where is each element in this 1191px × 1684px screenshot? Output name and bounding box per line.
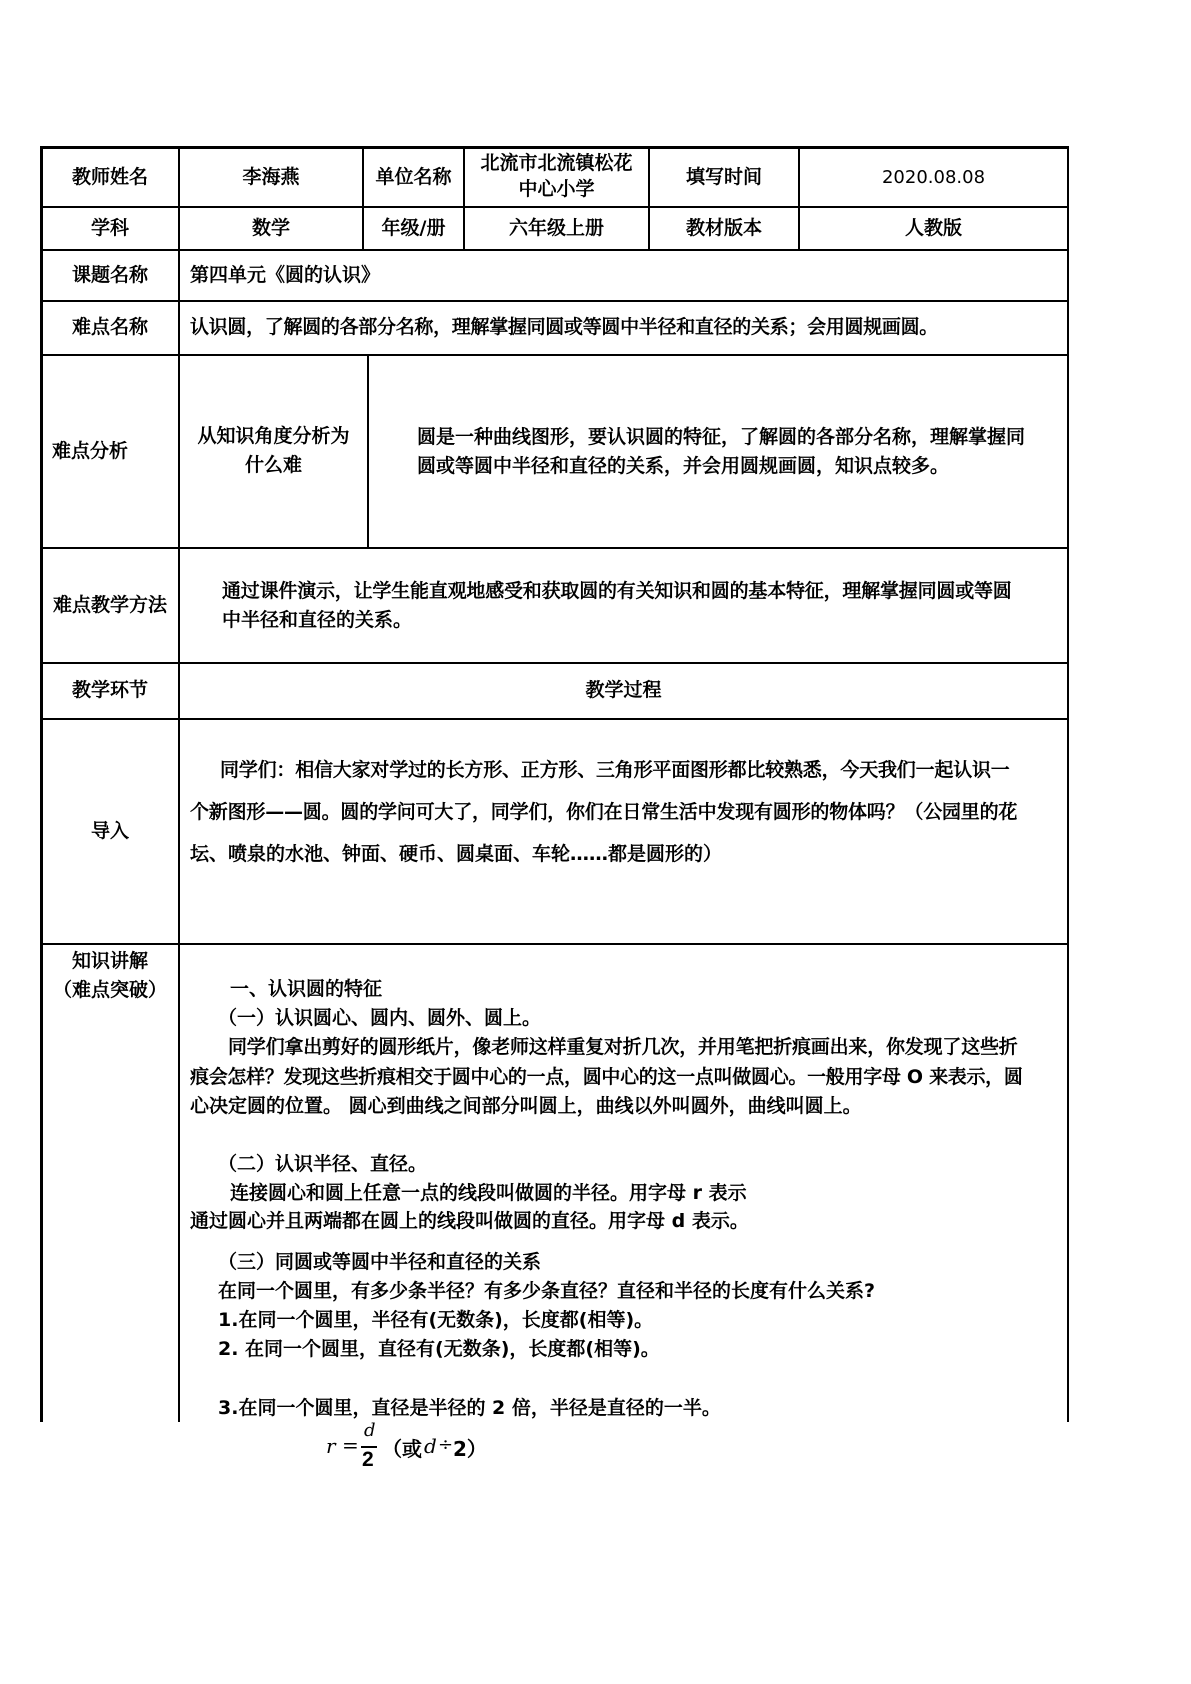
section-title: 一、认识圆的特征 xyxy=(230,978,383,1000)
textbook-label: 教材版本 xyxy=(685,216,762,239)
teacher-name-value: 李海燕 xyxy=(242,165,300,188)
textbook-value: 人教版 xyxy=(904,216,962,239)
intro-text-line: 个新图形——圆。圆的学问可大了，同学们，你们在日常生活中发现有圆形的物体吗？（公园里的花 xyxy=(190,801,1018,823)
process-header-value: 教学过程 xyxy=(585,679,662,702)
knowledge-paragraph-line: 同学们拿出剪好的圆形纸片，像老师这样重复对折几次，并用笔把折痕画出来，你发现了这些折 xyxy=(228,1036,1018,1058)
subsection-title: （三）同圆或等圆中半径和直径的关系 xyxy=(218,1251,542,1273)
table-right-border xyxy=(1067,146,1069,1422)
knowledge-paragraph-line: 痕会怎样？发现这些折痕相交于圆中心的一点，圆中心的这一点叫做圆心。一般用字母 O 来表示，圆 xyxy=(190,1066,1023,1088)
method-label: 难点教学方法 xyxy=(52,593,167,616)
subsection-title: （一）认识圆心、圆内、圆外、圆上。 xyxy=(218,1007,542,1029)
intro-label: 导入 xyxy=(90,819,129,842)
analysis-col-divider xyxy=(367,354,369,547)
formula-equals: = xyxy=(342,1433,359,1457)
analysis-sub-label: 从知识角度分析为 什么难 xyxy=(197,425,350,476)
formula-numerator: d xyxy=(364,1420,376,1441)
row-divider xyxy=(40,547,1069,549)
formula-alt-open: （或 xyxy=(382,1437,422,1461)
knowledge-paragraph-line: 心决定圆的位置。 圆心到曲线之间部分叫圆上，曲线以外叫圆外，曲线叫圆上。 xyxy=(190,1095,862,1117)
knowledge-paragraph-line: 连接圆心和圆上任意一点的线段叫做圆的半径。用字母 r 表示 xyxy=(230,1182,747,1204)
unit-name-label: 单位名称 xyxy=(375,165,452,188)
subject-value: 数学 xyxy=(251,216,290,239)
grade-label: 年级/册 xyxy=(381,216,446,239)
subject-label: 学科 xyxy=(90,216,129,239)
analysis-text-line: 圆是一种曲线图形，要认识圆的特征，了解圆的各部分名称，理解掌握同 xyxy=(417,426,1026,448)
unit-name-value: 北流市北流镇松花 中心小学 xyxy=(480,152,633,200)
intro-text-line: 坛、喷泉的水池、钟面、硬币、圆桌面、车轮……都是圆形的） xyxy=(190,843,723,865)
analysis-text-line: 圆或等圆中半径和直径的关系，并会用圆规画圆，知识点较多。 xyxy=(417,455,950,477)
formula-alt-close: 2） xyxy=(453,1437,487,1461)
knowledge-list-item: 2. 在同一个圆里，直径有(无数条)，长度都(相等)。 xyxy=(218,1338,660,1360)
teacher-name-label: 教师姓名 xyxy=(71,165,148,188)
row-divider xyxy=(40,943,1069,945)
topic-label: 课题名称 xyxy=(71,264,148,287)
knowledge-list-item: 3.在同一个圆里，直径是半径的 2 倍，半径是直径的一半。 xyxy=(218,1397,721,1419)
analysis-label: 难点分析 xyxy=(52,439,129,462)
formula-alt-div: ÷ xyxy=(438,1434,454,1455)
method-text-line: 中半径和直径的关系。 xyxy=(222,609,413,631)
knowledge-paragraph-line: 通过圆心并且两端都在圆上的线段叫做圆的直径。用字母 d 表示。 xyxy=(190,1210,749,1232)
topic-value: 第四单元《圆的认识》 xyxy=(190,264,381,287)
process-stage-label: 教学环节 xyxy=(71,679,148,702)
knowledge-list-item: 1.在同一个圆里，半径有(无数条)，长度都(相等)。 xyxy=(218,1309,654,1331)
radius-formula xyxy=(326,1420,487,1480)
difficulty-label: 难点名称 xyxy=(71,316,148,339)
fill-time-value: 2020.08.08 xyxy=(881,166,986,188)
intro-text-line: 同学们：相信大家对学过的长方形、正方形、三角形平面图形都比较熟悉，今天我们一起认识一 xyxy=(220,759,1010,781)
grade-value: 六年级上册 xyxy=(508,216,604,239)
fill-time-label: 填写时间 xyxy=(685,165,762,188)
method-text-line: 通过课件演示，让学生能直观地感受和获取圆的有关知识和圆的基本特征，理解掌握同圆或等圆 xyxy=(222,580,1012,602)
subsection-title: （二）认识半径、直径。 xyxy=(218,1153,428,1175)
difficulty-value: 认识圆，了解圆的各部分名称，理解掌握同圆或等圆中半径和直径的关系；会用圆规画圆。 xyxy=(190,316,939,339)
knowledge-question-line: 在同一个圆里，有多少条半径？有多少条直径？直径和半径的长度有什么关系? xyxy=(218,1280,876,1302)
knowledge-label: 知识讲解 （难点突破） xyxy=(52,950,167,1001)
formula-denominator: 2 xyxy=(362,1448,374,1471)
formula-alt-d: d xyxy=(424,1434,437,1458)
formula-r: r xyxy=(326,1434,336,1458)
row-divider xyxy=(40,718,1069,720)
label-column-divider xyxy=(178,146,180,1422)
